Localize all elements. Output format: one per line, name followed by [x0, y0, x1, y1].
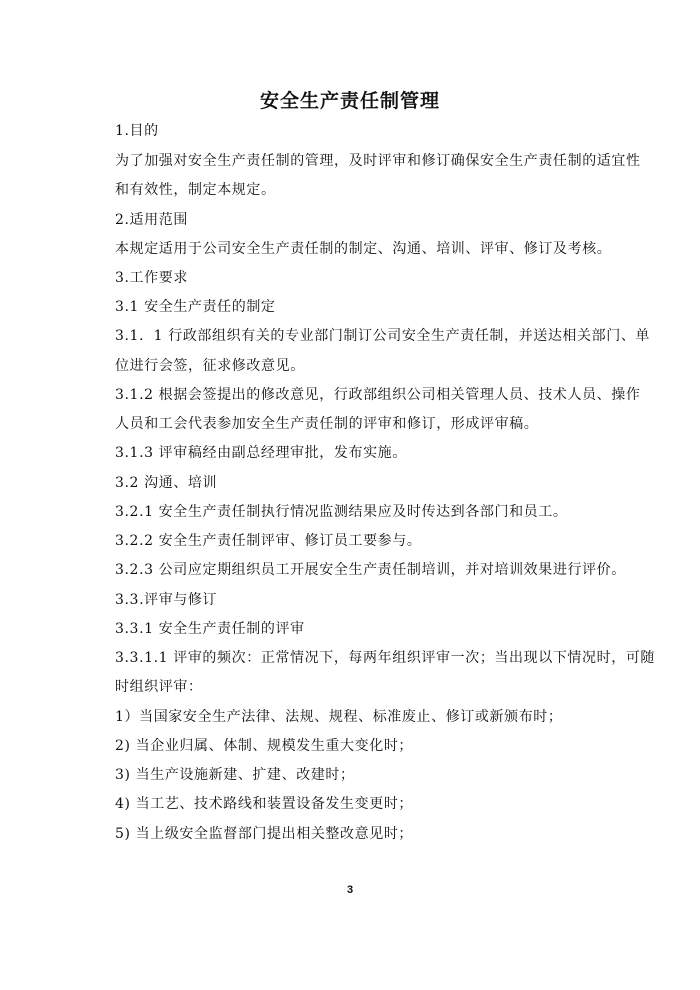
- text-line: 人员和工会代表参加安全生产责任制的评审和修订，形成评审稿。: [115, 416, 539, 432]
- document-title: 安全生产责任制管理: [259, 90, 440, 112]
- text-line: 时组织评审：: [115, 679, 203, 695]
- text-line: 3.1．1 行政部组织有关的专业部门制订公司安全生产责任制，并送达相关部门、单: [115, 328, 651, 344]
- text-line: 3.1.3 评审稿经由副总经理审批，发布实施。: [115, 445, 407, 461]
- text-line: 本规定适用于公司安全生产责任制的制定、沟通、培训、评审、修订及考核。: [115, 241, 612, 257]
- text-line: 1.目的: [115, 123, 159, 139]
- page-number: 3: [346, 884, 354, 896]
- text-line: 位进行会签，征求修改意见。: [115, 358, 305, 374]
- text-line: 3.2.1 安全生产责任制执行情况监测结果应及时传达到各部门和员工。: [115, 504, 568, 520]
- text-line: 4) 当工艺、技术路线和装置设备发生变更时；: [115, 796, 414, 812]
- text-line: 3.3.评审与修订: [115, 592, 218, 608]
- text-line: 3.3.1 安全生产责任制的评审: [115, 621, 305, 637]
- text-line: 3.2.3 公司应定期组织员工开展安全生产责任制培训，并对培训效果进行评价。: [115, 562, 626, 578]
- text-line: 1）当国家安全生产法律、法规、规程、标准废止、修订或新颁布时；: [115, 709, 563, 725]
- text-line: 3.2.2 安全生产责任制评审、修订员工要参与。: [115, 533, 422, 549]
- text-line: 和有效性，制定本规定。: [115, 182, 276, 198]
- text-line: 3.工作要求: [115, 270, 188, 286]
- text-line: 为了加强对安全生产责任制的管理，及时评审和修订确保安全生产责任制的适宜性: [115, 153, 641, 169]
- text-line: 3.2 沟通、培训: [115, 475, 218, 491]
- text-line: 2) 当企业归属、体制、规模发生重大变化时；: [115, 738, 414, 754]
- text-line: 2.适用范围: [115, 212, 188, 228]
- text-line: 3.1 安全生产责任的制定: [115, 299, 276, 315]
- text-line: 5) 当上级安全监督部门提出相关整改意见时；: [115, 826, 414, 842]
- text-line: 3) 当生产设施新建、扩建、改建时；: [115, 767, 355, 783]
- text-line: 3.1.2 根据会签提出的修改意见，行政部组织公司相关管理人员、技术人员、操作: [115, 387, 641, 403]
- text-line: 3.3.1.1 评审的频次：正常情况下，每两年组织评审一次；当出现以下情况时，可随: [115, 650, 656, 666]
